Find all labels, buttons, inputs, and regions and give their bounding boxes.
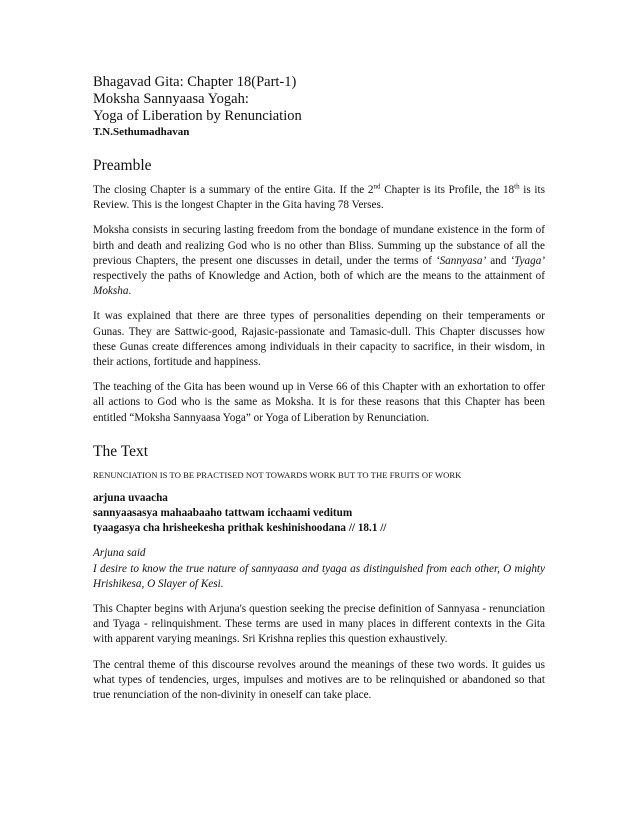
document-page [93,74,545,703]
preamble-paragraph-4: The teaching of the Gita has been wound up in Verse 66 of this Chapter with an exhortation to offer all actions to God who is the same as Moksha. It is for these reasons that this Chapter has been entitled “Moksha Sannyaasa Yoga” or Yoga of Liberation by Renunciation. [93,381,545,424]
commentary-paragraph-2: The central theme of this discourse revolves around the meanings of these two words. It guides us what types of tendencies, urges, impulses and motives are to be relinquished or abandoned so that true renunciation of the non-divinity in oneself can take place. [93,658,545,702]
document-title-line-2: Moksha Sannyaasa Yogah: [93,91,249,107]
section-note: RENUNCIATION IS TO BE PRACTISED NOT TOWARDS WORK BUT TO THE FRUITS OF WORK [93,469,462,480]
text-section-heading: The Text [93,442,149,460]
verse-line-1: arjuna uvaacha [93,491,168,504]
author-name: T.N.Sethumadhavan [93,126,190,138]
translation-text: I desire to know the true nature of sannyaasa and tyaga as distinguished from each other, O mighty Hrishikesa, O Slayer of Kesi. [93,562,545,590]
verse-line-2: sannyaasasya mahaabaaho tattwam icchaami veditum [93,507,353,520]
preamble-paragraph-2: Moksha consists in securing lasting freedom from the bondage of mundane existence in the form of birth and death and realizing God who is no other than Bliss. Summing up the substance of all the previous Chapters, the present one discusses in detail, under the terms of ‘Sannyasa’ and ‘Tyaga’ respectively the paths of Knowledge and Action, both of which are the means to the attainment of Moksha. [93,224,546,298]
commentary-paragraph-1: This Chapter begins with Arjuna's question seeking the precise definition of Sannyasa - renunciation and Tyaga - relinquishment. These terms are used in many places in different contexts in the Gita with apparent varying meanings. Sri Krishna replies this question exhaustively. [93,603,545,646]
preamble-paragraph-3: It was explained that there are three types of personalities depending on their temperaments or Gunas. They are Sattwic-good, Rajasic-passionate and Tamasic-dull. This Chapter discusses how these Gunas create differences among individuals in their capacity to sacrifice, in their wisdom, in their actions, fortitude and happiness. [93,310,545,369]
preamble-paragraph-1: The closing Chapter is a summary of the entire Gita. If the 2nd Chapter is its Profile, the 18th is its Review. This is the longest Chapter in the Gita having 78 Verses. [93,182,545,212]
document-title-line-3: Yoga of Liberation by Renunciation [93,108,302,124]
verse-line-3: tyaagasya cha hrisheekesha prithak keshinishoodana // 18.1 // [93,522,387,535]
preamble-heading: Preamble [93,157,152,174]
translation-speaker: Arjuna said [93,547,146,560]
document-title-line-1: Bhagavad Gita: Chapter 18(Part-1) [93,74,297,90]
